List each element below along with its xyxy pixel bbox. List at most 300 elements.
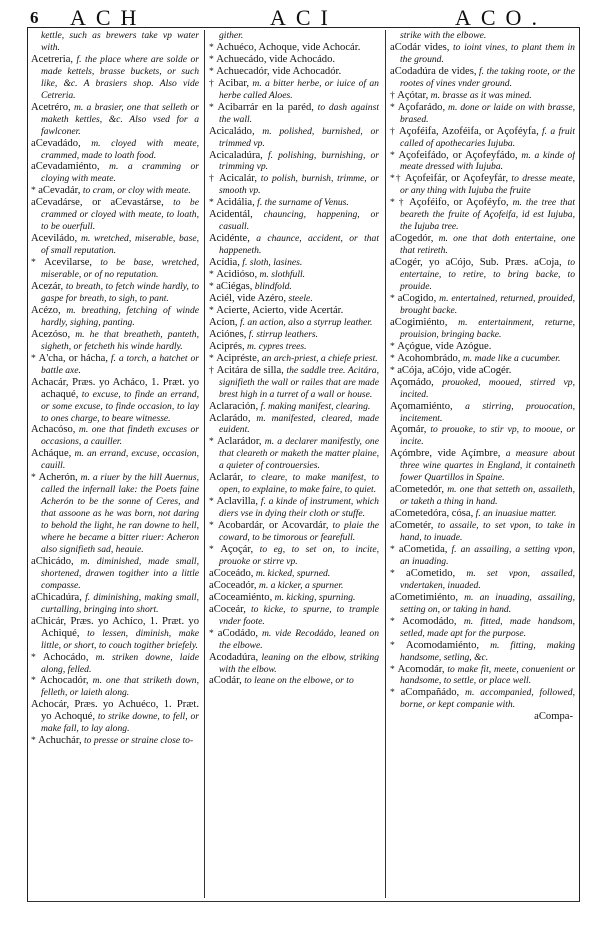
- dictionary-entry: [209, 281, 379, 293]
- entry-headword: Achocádo,: [42, 651, 89, 663]
- entry-headword: aChicádo,: [31, 555, 74, 567]
- entry-headword: Açofarádo,: [397, 101, 446, 113]
- entry-headword: Achacóso,: [31, 424, 76, 436]
- entry-marker: *: [31, 352, 39, 364]
- entry-headword: Acodadúra,: [209, 651, 259, 663]
- entry-headword: aCója, aCójo, vide aCogér.: [397, 364, 512, 376]
- entry-headword: aCogimiénto,: [390, 316, 448, 328]
- entry-marker: *: [390, 687, 401, 699]
- entry-definition: m. a cramming or cloying with meate.: [41, 161, 199, 185]
- dictionary-entry: [390, 257, 575, 293]
- dictionary-entry: [209, 472, 379, 496]
- dictionary-entry: [31, 138, 199, 162]
- entry-headword: aCometedór,: [390, 484, 444, 496]
- entry-headword: aCometedóra, cósa,: [390, 508, 474, 520]
- entry-headword: Acézo,: [31, 304, 61, 316]
- entry-definition: gither.: [219, 30, 244, 41]
- entry-definition: m. an inuading, assailing, setting on, or taking in hand.: [400, 591, 575, 615]
- entry-marker: *: [209, 53, 217, 65]
- entry-marker: *: [209, 197, 217, 209]
- entry-definition: a measure about three wine quartes in England, it containeth fower Quartillos in Spaine.: [400, 448, 575, 484]
- entry-definition: kettle, such as brewers take vp water with.: [41, 30, 199, 53]
- dictionary-entry: [209, 126, 379, 150]
- dictionary-entry: [31, 161, 199, 185]
- entry-marker: *: [390, 639, 406, 651]
- entry-definition: chauncing, happening, or casuall.: [219, 209, 379, 233]
- dictionary-entry: [31, 556, 199, 592]
- entry-definition: f. sloth, lasines.: [239, 257, 303, 269]
- dictionary-entry: [390, 568, 575, 592]
- entry-definition: the saddle tree. Acitára, signifieth the wall or railes that are made brest high in a turret of a wall or house.: [219, 364, 379, 400]
- entry-definition: m. fitting, making handsome, setling, &c.: [400, 639, 575, 663]
- entry-definition: f. an inuasiue matter.: [473, 508, 557, 520]
- entry-headword: aCogér, yo aCójo, Sub. Præs. aCoja,: [390, 257, 562, 269]
- entry-marker: †: [209, 364, 217, 376]
- entry-definition: m. entertained, returned, prouided, brought backe.: [400, 292, 575, 316]
- entry-definition: m. kicked, spurned.: [253, 567, 331, 579]
- entry-headword: Acherón,: [38, 472, 78, 484]
- entry-headword: Açoféifo, or Açoféyfo,: [409, 197, 509, 209]
- dictionary-entry: [390, 365, 575, 377]
- entry-headword: Achuéco, Achoque, vide Achocár.: [216, 41, 361, 53]
- entry-definition: to presse or straine close to-: [81, 735, 194, 747]
- dictionary-entry: [209, 436, 379, 472]
- entry-headword: Acicaládo,: [209, 125, 255, 137]
- entry-definition: m. cypres trees.: [244, 340, 307, 352]
- dictionary-entry: [209, 293, 379, 305]
- dictionary-entry: [31, 424, 199, 448]
- dictionary-entry: [31, 233, 199, 257]
- dictionary-entry: [390, 150, 575, 174]
- entry-headword: Acetreria,: [31, 53, 74, 65]
- entry-headword: Açofeifár, or Açofeyfár,: [404, 173, 509, 185]
- entry-definition: m. a kinde of meate dressed with Iujuba.: [400, 149, 575, 173]
- dictionary-entry: [31, 30, 199, 54]
- dictionary-entry: [209, 520, 379, 544]
- dictionary-entry: [390, 293, 575, 317]
- entry-headword: aChicadúra,: [31, 591, 82, 603]
- entry-headword: aCevadárse, or aCevastárse,: [31, 197, 164, 209]
- entry-headword: aCometimiénto,: [390, 591, 458, 603]
- dictionary-entry: [31, 54, 199, 102]
- entry-headword: Acomodádo,: [402, 615, 457, 627]
- entry-headword: aCevadamiénto,: [31, 161, 100, 173]
- entry-marker: *: [390, 364, 398, 376]
- dictionary-entry: [209, 173, 379, 197]
- column-right: [385, 30, 575, 898]
- dictionary-entry: [209, 341, 379, 353]
- entry-definition: f. polishing, burnishing, or trimming vp.: [219, 149, 379, 173]
- entry-headword: Açótar,: [397, 89, 429, 101]
- entry-definition: m. cloyed with meate, crammed, made to loath food.: [41, 137, 199, 161]
- entry-marker: *: [31, 472, 39, 484]
- entry-definition: to excuse, to finde an errand, or some excuse, to finde occasion, to lay to ones charge, to beare witnesse.: [41, 388, 199, 424]
- dictionary-entry: [31, 353, 199, 377]
- dictionary-entry: [209, 401, 379, 413]
- entry-headword: aCoceádo,: [209, 567, 254, 579]
- entry-headword: Acomodamiénto,: [405, 639, 480, 651]
- entry-headword: Achuecádo, vide Achocádo.: [216, 53, 336, 65]
- dictionary-entry: [31, 675, 199, 699]
- dictionary-entry: [209, 42, 379, 54]
- entry-headword: Acipréste,: [216, 352, 260, 364]
- entry-headword: Aciél, vide Azéro,: [209, 292, 287, 304]
- entry-definition: prouoked, mooued, stirred vp, incited.: [400, 376, 575, 400]
- dictionary-entry: [209, 652, 379, 676]
- entry-definition: an arch-priest, a chiefe priest.: [259, 352, 378, 364]
- dictionary-entry: [209, 78, 379, 102]
- entry-marker: *: [390, 567, 407, 579]
- entry-headword: Aclarár,: [209, 472, 243, 484]
- entry-headword: Acezár,: [31, 281, 64, 293]
- entry-definition: m. one that setteth on, assaileth, or taketh a thing in hand.: [400, 484, 575, 508]
- entry-definition: blindfold.: [252, 281, 292, 293]
- dictionary-entry: [209, 353, 379, 365]
- entry-definition: to dresse meate, or any thing with Iujuba the fruite: [400, 173, 575, 197]
- entry-definition: m. one that striketh down, felleth, or laieth along.: [41, 675, 199, 699]
- entry-definition: m. done or laide on with brasse, brased.: [400, 101, 575, 125]
- entry-headword: aCometido,: [406, 567, 456, 579]
- dictionary-entry: [31, 102, 199, 138]
- entry-definition: m. wretched, miserable, base, of small reputation.: [41, 233, 199, 257]
- entry-definition: a chaunce, accident, or that happeneth.: [219, 233, 379, 257]
- entry-definition: f. diminishing, making small, curtalling, bringing into short.: [41, 591, 199, 615]
- dictionary-entry: [390, 341, 575, 353]
- entry-marker: †: [390, 89, 398, 101]
- dictionary-entry: [31, 257, 199, 281]
- entry-headword: Açoféifa, Azoféifa, or Açoféyfa,: [398, 125, 539, 137]
- entry-marker: *: [390, 663, 398, 675]
- dictionary-entry: [31, 592, 199, 616]
- entry-definition: to assaile, to set vpon, to take in hand, to inuade.: [400, 520, 575, 544]
- entry-definition: m. diminished, made small, shortened, drawen togither into a little compasse.: [41, 555, 199, 591]
- dictionary-entry: [209, 317, 379, 329]
- entry-marker: *: [209, 496, 217, 508]
- entry-definition: to polish, burnish, trimme, or smooth vp.: [219, 173, 379, 197]
- dictionary-entry: [209, 233, 379, 257]
- entry-marker: *: [390, 149, 399, 161]
- entry-headword: Acibar,: [218, 77, 250, 89]
- entry-marker: *†: [390, 173, 405, 185]
- entry-marker: †: [209, 77, 219, 89]
- entry-headword: Acidénte,: [209, 233, 250, 245]
- entry-definition: m. a kicker, a spurner.: [256, 579, 344, 591]
- entry-definition: to entertaine, to retire, to bring backe, to prouide.: [400, 257, 575, 293]
- entry-marker: *: [209, 101, 218, 113]
- entry-headword: Aciónes,: [209, 328, 247, 340]
- entry-marker: *: [31, 185, 39, 197]
- entry-headword: Acidália,: [216, 197, 255, 209]
- entry-headword: Acitára de silla,: [216, 364, 284, 376]
- entry-definition: f. a torch, a hatchet or battle axe.: [41, 352, 199, 376]
- dictionary-entry: [31, 735, 199, 747]
- dictionary-entry: [390, 544, 575, 568]
- entry-marker: *: [209, 304, 217, 316]
- dictionary-entry: [390, 520, 575, 544]
- entry-definition: m. fitted, made handsom, setled, made apt for the purpose.: [400, 615, 575, 639]
- entry-headword: Acobardár, or Acovardár,: [217, 520, 329, 532]
- dictionary-entry: [390, 353, 575, 365]
- entry-marker: * †: [390, 197, 410, 209]
- entry-headword: aCoceamiénto,: [209, 591, 273, 603]
- dictionary-entry: [390, 448, 575, 484]
- dictionary-entry: [390, 30, 575, 42]
- entry-headword: Acicalár,: [218, 173, 258, 185]
- entry-definition: m. an errand, excuse, occasion, cauill.: [41, 448, 199, 472]
- column-middle: [204, 30, 379, 898]
- entry-headword: Acídia,: [209, 257, 240, 269]
- dictionary-entry: [390, 508, 575, 520]
- dictionary-entry: [31, 699, 199, 735]
- dictionary-entry: [31, 197, 199, 233]
- entry-definition: to dash against the wall.: [219, 101, 379, 125]
- dictionary-entry: [390, 233, 575, 257]
- dictionary-entry: [209, 329, 379, 341]
- entry-definition: m. breathing, fetching of winde hardly, sighing, panting.: [41, 304, 199, 328]
- entry-headword: aCevadár,: [38, 185, 81, 197]
- entry-marker: *: [390, 292, 398, 304]
- entry-marker: *: [209, 41, 217, 53]
- running-head-middle: ACI: [270, 5, 338, 30]
- entry-headword: aCompañádo,: [400, 687, 460, 699]
- dictionary-entry: [209, 209, 379, 233]
- entry-definition: m. set vpon, assailed, vndertaken, inuaded.: [400, 567, 575, 591]
- entry-definition: to cram, or cloy with meate.: [80, 185, 191, 197]
- entry-definition: m. he that breatheth, panteth, sigheth, or fetcheth his winde hardly.: [41, 328, 199, 352]
- entry-headword: aCoceadór,: [209, 579, 257, 591]
- entry-headword: aCometér,: [390, 520, 434, 532]
- entry-headword: Aclarádo,: [209, 412, 251, 424]
- dictionary-entry: [209, 496, 379, 520]
- entry-definition: strike with the elbowe.: [400, 30, 487, 41]
- entry-headword: Aceviládo,: [31, 233, 78, 245]
- running-head-right: ACO.: [455, 5, 547, 30]
- dictionary-entry: [31, 448, 199, 472]
- entry-marker: *: [209, 543, 221, 555]
- dictionary-entry: [390, 592, 575, 616]
- entry-definition: m. a bitter herbe, or iuice of an herbe called Aloes.: [219, 77, 379, 101]
- entry-headword: Acezóso,: [31, 328, 71, 340]
- entry-definition: m. striken downe, laide along, felled.: [41, 651, 199, 675]
- entry-marker: *: [390, 615, 403, 627]
- entry-marker: †: [209, 173, 219, 185]
- entry-headword: Aclavilla,: [216, 496, 259, 508]
- dictionary-entry: [31, 377, 199, 425]
- entry-definition: m. one that findeth excuses or occasions, a cauiller.: [41, 424, 199, 448]
- dictionary-entry: [31, 652, 199, 676]
- entry-definition: f. a kinde of instrument, which diers vse in dying their cloth or stuffe.: [219, 496, 379, 520]
- entry-headword: Açofeifádo, or Açofeyfádo,: [398, 149, 518, 161]
- entry-definition: m. brasse as it was mined.: [428, 89, 532, 101]
- dictionary-entry: [390, 66, 575, 90]
- entry-definition: steele.: [286, 292, 313, 304]
- dictionary-entry: [390, 126, 575, 150]
- entry-headword: Aciprés,: [209, 340, 245, 352]
- entry-headword: aCevadádo,: [31, 137, 81, 149]
- entry-definition: to ioint vines, to plant them in the ground.: [400, 41, 575, 65]
- entry-headword: Acetréro,: [31, 101, 71, 113]
- entry-definition: to eg, to set on, to incite, prouoke or stirre vp.: [219, 543, 379, 567]
- entry-definition: m. made like a cucumber.: [460, 352, 561, 364]
- dictionary-entry: [390, 317, 575, 341]
- entry-headword: aCodádo,: [217, 627, 259, 639]
- dictionary-entry: [390, 664, 575, 688]
- dictionary-entry: [209, 592, 379, 604]
- entry-headword: Achuecadór, vide Achocadór.: [216, 65, 342, 77]
- entry-marker: *: [31, 257, 45, 269]
- entry-marker: *: [390, 340, 398, 352]
- dictionary-entry: [209, 102, 379, 126]
- entry-marker: *: [209, 65, 217, 77]
- dictionary-entry: [209, 604, 379, 628]
- dictionary-entry: [209, 365, 379, 401]
- entry-definition: to be crammed or cloyed with meate, to loath, to be ouerfull.: [41, 197, 199, 233]
- dictionary-entry: [209, 257, 379, 269]
- entry-headword: Acierte, Acierto, vide Acertár.: [216, 304, 344, 316]
- entry-headword: aCoceár,: [209, 603, 246, 615]
- entry-marker: *: [209, 269, 217, 281]
- entry-marker: *: [209, 281, 217, 293]
- entry-marker: *: [390, 543, 399, 555]
- entry-definition: to lessen, diminish, make little, or short, to couch togither briefely.: [41, 627, 199, 651]
- entry-headword: Açoçár,: [220, 543, 254, 555]
- entry-marker: *: [31, 675, 40, 687]
- running-head-left: ACH: [70, 5, 147, 30]
- dictionary-entry: [209, 568, 379, 580]
- entry-headword: Acevilarse,: [44, 257, 93, 269]
- entry-definition: f. the surname of Venus.: [254, 197, 349, 209]
- dictionary-entry: [390, 42, 575, 66]
- entry-definition: to prouoke, to stir vp, to mooue, or incite.: [400, 424, 575, 448]
- entry-definition: m. entertainment, returne, prouision, bringing backe.: [400, 316, 575, 340]
- dictionary-entry: [209, 628, 379, 652]
- entry-headword: Acohombrádo,: [397, 352, 461, 364]
- entry-headword: Acomodár,: [397, 663, 445, 675]
- entry-headword: aCiégas,: [216, 281, 253, 293]
- entry-definition: f. the taking roote, or the rootes of vines vnder ground.: [400, 65, 575, 89]
- entry-headword: Acháque,: [31, 448, 72, 460]
- entry-headword: Acibarrár en la paréd,: [217, 101, 314, 113]
- entry-definition: m. the tree that beareth the fruite of Açofeifa, id est Iujuba, the Iujuba tree.: [400, 197, 575, 233]
- entry-definition: m. polished, burnished, or trimmed vp.: [219, 125, 379, 149]
- entry-definition: f. an action, also a styrrup leather.: [237, 316, 373, 328]
- entry-headword: aCogedór,: [390, 233, 434, 245]
- dictionary-entry: [31, 305, 199, 329]
- entry-marker: *: [209, 436, 217, 448]
- entry-definition: to be base, wretched, miserable, or of no reputation.: [41, 257, 199, 281]
- entry-headword: aCodár vides,: [390, 41, 450, 53]
- entry-headword: Açomádo,: [390, 376, 434, 388]
- entry-headword: Aclarádor,: [217, 436, 262, 448]
- entry-marker: †: [390, 125, 399, 137]
- entry-definition: f. stirrup leathers.: [246, 328, 319, 340]
- entry-headword: Açómbre, vide Açímbre,: [390, 448, 501, 460]
- dictionary-entry: [390, 401, 575, 425]
- entry-headword: Acidentál,: [209, 209, 253, 221]
- entry-definition: m. manifested, cleared, made euident.: [219, 412, 379, 436]
- entry-definition: f. a fruit called of apothecaries Iujuba.: [400, 125, 575, 149]
- entry-headword: Aclaración,: [209, 400, 259, 412]
- entry-definition: m. one that doth entertaine, one that retireth.: [400, 233, 575, 257]
- dictionary-entry: [209, 544, 379, 568]
- dictionary-entry: [209, 269, 379, 281]
- dictionary-entry: [390, 173, 575, 197]
- dictionary-entry: [31, 185, 199, 197]
- entry-headword: aCogido,: [397, 292, 437, 304]
- entry-definition: m. accompanied, followed, borne, or kept companie with.: [400, 687, 575, 711]
- dictionary-entry: [390, 197, 575, 233]
- entry-definition: to breath, to fetch winde hardly, to gaspe for breath, to sigh, to pant.: [41, 281, 199, 304]
- entry-definition: to plaie the coward, to be timorous or fearefull.: [219, 520, 379, 544]
- entry-definition: leaning on the elbow, striking with the elbow.: [219, 651, 379, 675]
- dictionary-entry: [209, 580, 379, 592]
- entry-marker: *: [209, 520, 218, 532]
- dictionary-entry: [209, 30, 379, 42]
- entry-definition: to make fit, meete, conuenient or handsome, to settle, or place well.: [400, 663, 575, 687]
- entry-definition: to leane on the elbowe, or to: [241, 675, 354, 687]
- dictionary-entry: [390, 90, 575, 102]
- entry-definition: a stirring, prouocation, incitement.: [400, 400, 575, 424]
- entry-definition: m. slothfull.: [257, 269, 306, 281]
- entry-headword: Achocár, Præs. yo Achuéco, 1. Præt. yo Achoqué,: [31, 699, 199, 723]
- entry-marker: *: [31, 735, 39, 747]
- column-left: [31, 30, 199, 898]
- entry-definition: m. a declarer manifestly, one that cleareth or maketh the matter plaine, a quieter of controuersies.: [219, 436, 379, 472]
- entry-definition: f. the place where are solde or made kettels, brasse buckets, or such like, &c. A brasiers shop. Also vide Cetreria.: [41, 53, 199, 101]
- dictionary-entry: [31, 281, 199, 305]
- entry-definition: m. a riuer by the hill Auernus, called the infernall lake: the Poets faine Acherón to be the sonne of Ceres, and that assoone as he was born, not daring to behold the light, he ran downe to hell, where he became a bitter riuer: Acheron also signifieth sad, heauie.: [41, 472, 199, 555]
- entry-headword: Acíon,: [209, 316, 238, 328]
- entry-headword: aChicár, Præs. yo Achíco, 1. Præt. yo Achiqué,: [31, 615, 199, 639]
- entry-marker: *: [390, 352, 398, 364]
- dictionary-entry: [209, 150, 379, 174]
- entry-definition: m. a brasier, one that selleth or maketh kettles, &c. Also vsed for a fawlconer.: [41, 101, 199, 137]
- entry-headword: A'cha, or hácha,: [38, 352, 109, 364]
- dictionary-entry: [31, 329, 199, 353]
- dictionary-entry: [209, 54, 379, 66]
- catchword: aCompa-: [534, 711, 573, 723]
- entry-headword: Acidióso,: [216, 269, 258, 281]
- entry-definition: to kicke, to spurne, to trample vnder foote.: [219, 603, 379, 627]
- entry-marker: *: [31, 651, 43, 663]
- entry-headword: aCodár,: [209, 675, 242, 687]
- dictionary-entry: [31, 616, 199, 652]
- dictionary-entry: [390, 687, 575, 711]
- entry-headword: Achuchár,: [38, 735, 82, 747]
- entry-marker: *: [390, 101, 398, 113]
- dictionary-entry: [209, 197, 379, 209]
- dictionary-entry: [390, 484, 575, 508]
- dictionary-entry: [390, 377, 575, 401]
- entry-headword: Achocadór,: [39, 675, 89, 687]
- dictionary-entry: [209, 66, 379, 78]
- entry-headword: Açomamiénto,: [390, 400, 453, 412]
- dictionary-entry: [31, 472, 199, 556]
- dictionary-entry: [390, 102, 575, 126]
- dictionary-entry: [209, 675, 379, 687]
- entry-headword: Açomár,: [390, 424, 427, 436]
- entry-definition: to strike downe, to fell, or make fall, to lay along.: [41, 711, 199, 735]
- entry-definition: to cleare, to make manifest, to open, to explaine, to make faire, to quiet.: [219, 472, 379, 496]
- page-number: 6: [30, 8, 39, 27]
- dictionary-entry: [209, 413, 379, 437]
- entry-definition: m. kicking, spurning.: [272, 591, 356, 603]
- entry-headword: Açógue, vide Azógue.: [397, 340, 492, 352]
- entry-definition: f. making manifest, clearing.: [258, 400, 371, 412]
- dictionary-entry: [209, 305, 379, 317]
- dictionary-entry: [390, 616, 575, 640]
- entry-headword: Achacár, Præs. yo Acháco, 1. Præt. yo achaqué,: [31, 376, 199, 400]
